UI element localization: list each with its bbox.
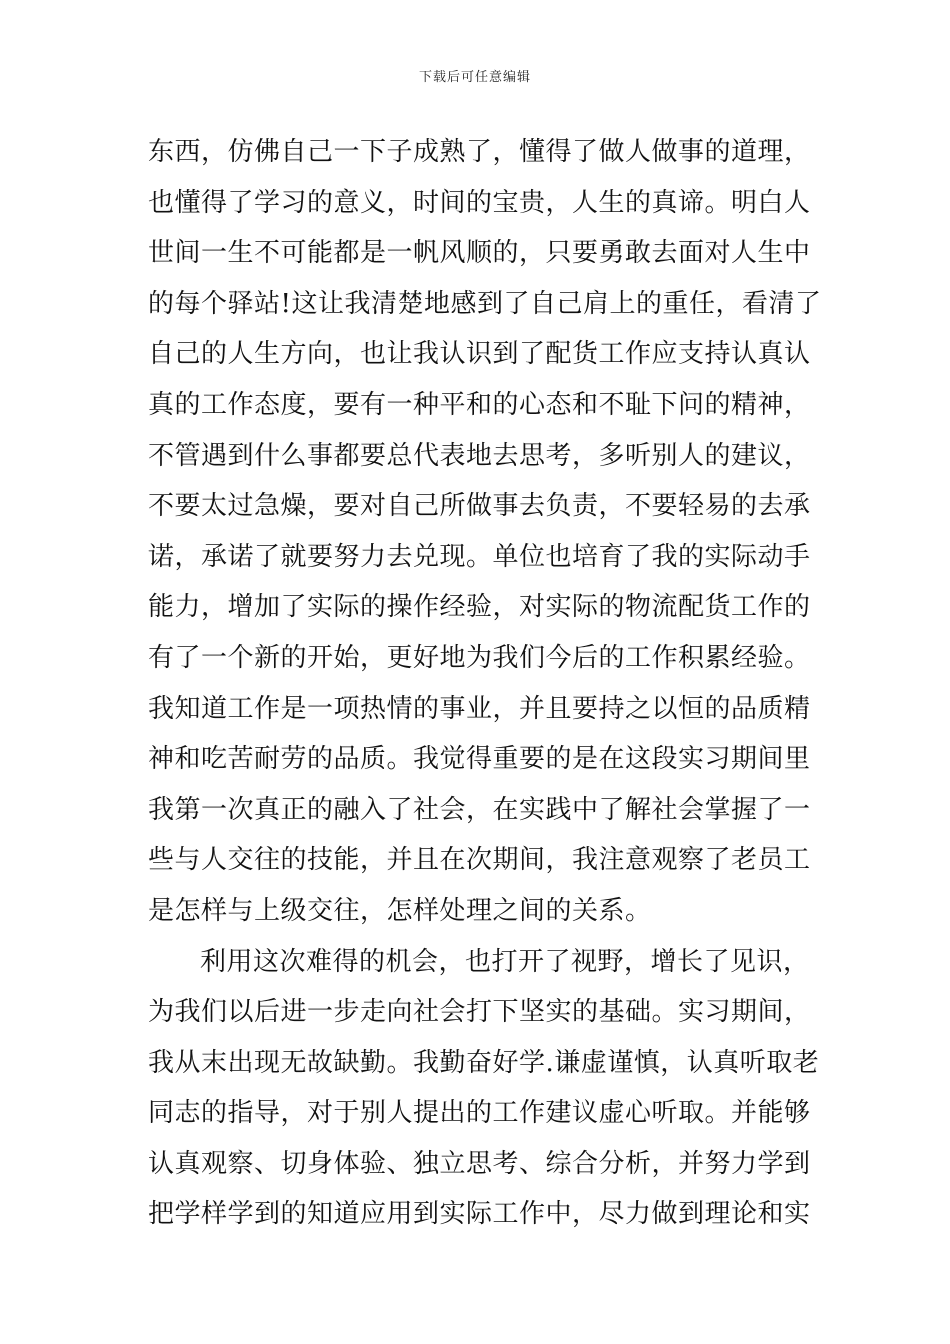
text-line: 自己的人生方向，也让我认识到了配货工作应支持认真认 (148, 339, 811, 370)
text-line: 认真观察、切身体验、独立思考、综合分析，并努力学到 (148, 1148, 811, 1179)
page-header: 下载后可任意编辑 (418, 70, 531, 85)
text-line: 真的工作态度，要有一种平和的心态和不耻下问的精神， (148, 389, 811, 420)
text-line: 不管遇到什么事都要总代表地去思考，多听别人的建议， (148, 440, 811, 471)
text-line: 东西，仿佛自己一下子成熟了，懂得了做人做事的道理， (148, 137, 811, 167)
text-line: 我从末出现无故缺勤。我勤奋好学.谦虚谨慎，认真听取老 (148, 1047, 820, 1078)
text-line: 同志的指导，对于别人提出的工作建议虚心听取。并能够 (148, 1098, 811, 1129)
text-line: 些与人交往的技能，并且在次期间，我注意观察了老员工 (148, 845, 811, 876)
text-line: 我第一次真正的融入了社会，在实践中了解社会掌握了一 (148, 794, 811, 825)
text-line: 世间一生不可能都是一帆风顺的，只要勇敢去面对人生中 (148, 238, 811, 269)
text-line: 我知道工作是一项热情的事业，并且要持之以恒的品质精 (148, 693, 811, 724)
text-line: 的每个驿站!这让我清楚地感到了自己肩上的重任，看清了 (148, 288, 822, 319)
text-line: 神和吃苦耐劳的品质。我觉得重要的是在这段实习期间里 (148, 744, 811, 775)
text-line: 也懂得了学习的意义，时间的宝贵，人生的真谛。明白人 (148, 187, 811, 218)
text-line: 能力，增加了实际的操作经验，对实际的物流配货工作的 (148, 592, 811, 623)
text-line: 把学样学到的知道应用到实际工作中，尽力做到理论和实 (148, 1199, 811, 1230)
text-line: 有了一个新的开始，更好地为我们今后的工作积累经验。 (148, 642, 811, 673)
text-line: 不要太过急燥，要对自己所做事去负责，不要轻易的去承 (148, 491, 811, 522)
paragraph-2 (148, 937, 820, 1241)
text-line: 诺，承诺了就要努力去兑现。单位也培育了我的实际动手 (148, 541, 811, 572)
text-line: 是怎样与上级交往，怎样处理之间的关系。 (148, 895, 652, 926)
document-body (148, 127, 822, 1240)
text-line: 利用这次难得的机会，也打开了视野，增长了见识， (200, 946, 810, 977)
paragraph-1 (148, 127, 822, 937)
text-line: 为我们以后进一步走向社会打下坚实的基础。实习期间， (148, 997, 811, 1028)
